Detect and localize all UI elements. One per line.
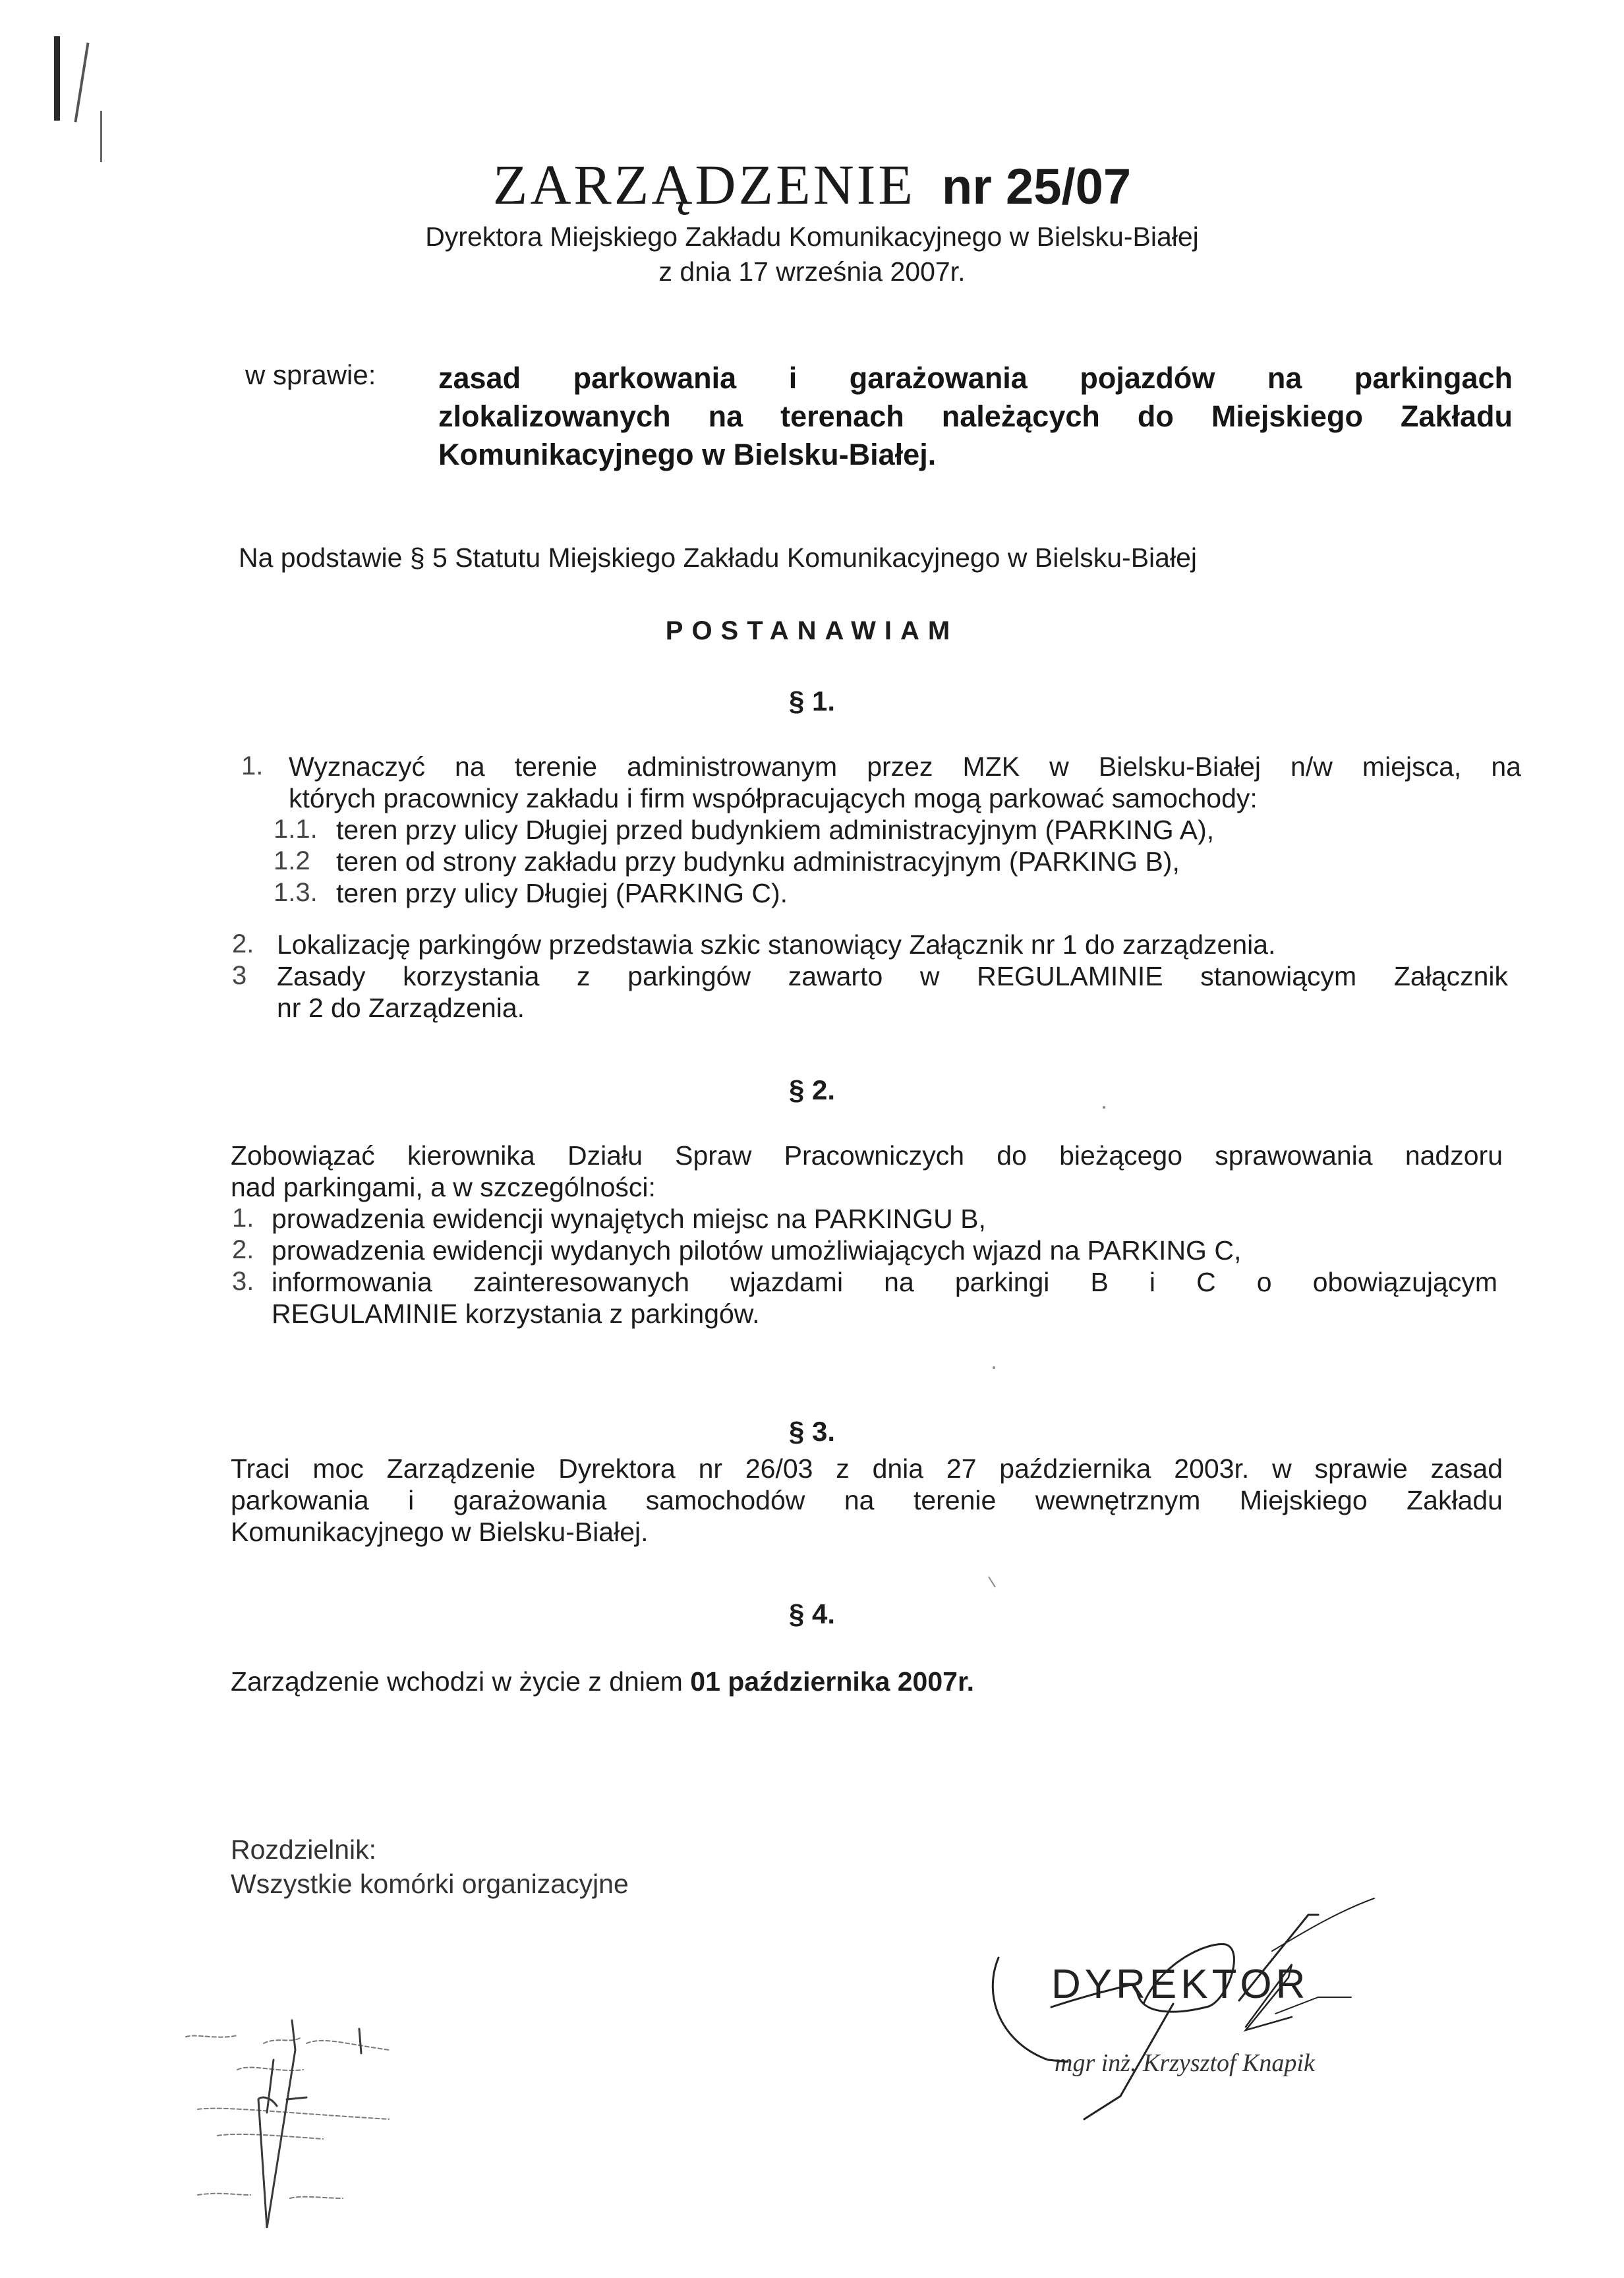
director-signature [993,1898,1374,2119]
section-4-date: 01 października 2007r. [690,1666,975,1697]
legal-basis: Na podstawie § 5 Statutu Miejskiego Zakładu Komunikacyjnego w Bielsku-Białej [239,542,1197,573]
distribution-value: Wszystkie komórki organizacyjne [231,1869,629,1899]
title-word: ZARZĄDZENIE [492,153,915,216]
item-line: prowadzenia ewidencji wydanych pilotów umożliwiających wjazd na PARKING C, [272,1235,1242,1266]
issuer-line: Dyrektora Miejskiego Zakładu Komunikacyjnego w Bielsku-Białej [425,221,1199,252]
speck [993,1366,995,1369]
subitem-number: 1.2 [274,846,310,875]
item-line: Lokalizację parkingów przedstawia szkic stanowiący Załącznik nr 1 do zarządzenia. [277,929,1276,960]
section-2-intro: Zobowiązać kierownika Działu Spraw Pracowniczych do bieżącego sprawowania nadzoru [231,1140,1503,1171]
item-line: których pracownicy zakładu i firm współpracujących mogą parkować samochody: [289,783,1258,813]
speck [1103,1106,1105,1109]
note-line [306,2041,389,2050]
section-mark-3: § 3. [788,1416,836,1447]
note-line [290,2197,343,2198]
subitem-text: teren od strony zakładu przy budynku administracyjnym (PARKING B), [336,846,1180,877]
signature-curve [1137,1944,1234,2012]
section-3-line: parkowania i garażowania samochodów na terenie wewnętrznym Miejskiego Zakładu [231,1485,1503,1515]
signature-loop [993,1958,1068,2062]
item-number: 2. [232,929,254,958]
subject-line: zasad parkowania i garażowania pojazdów na parkingach [438,361,1513,395]
item-line: informowania zainteresowanych wjazdami na parkingi B i C o obowiązującym [272,1267,1497,1297]
item-line: REGULAMINIE korzystania z parkingów. [272,1299,760,1329]
section-4-plain: Zarządzenie wchodzi w życie z dniem [231,1666,691,1697]
section-mark-2: § 2. [788,1074,836,1105]
signature-top [1272,1898,1374,1951]
speck [989,1577,995,1587]
subject-line: Komunikacyjnego w Bielsku-Białej. [438,438,937,471]
initials-stroke [258,2020,295,2228]
section-2-intro: nad parkingami, a w szczególności: [231,1172,656,1202]
decision-word: POSTANAWIAM [665,616,959,645]
item-number: 3. [232,1267,254,1296]
subitem-number: 1.3. [274,878,318,907]
item-line: nr 2 do Zarządzenia. [277,993,525,1023]
stamp-title: DYREKTOR [1051,1962,1310,2007]
item-line: prowadzenia ewidencji wynajętych miejsc na PARKINGU B, [272,1204,986,1234]
initials-stroke [267,2060,274,2113]
item-number: 1. [241,751,264,780]
subitem-text: teren przy ulicy Długiej przed budynkiem administracyjnym (PARKING A), [336,815,1215,845]
section-mark-1: § 1. [788,686,836,716]
signature-hook [1239,1915,1318,2001]
note-line [218,2134,323,2139]
signature-stroke [1051,1984,1134,2007]
subject-line: zlokalizowanych na terenach należących do Miejskiego Zakładu [438,399,1513,433]
note-line [198,2194,250,2195]
section-mark-4: § 4. [788,1598,836,1629]
signature-downstroke [1084,2004,1173,2119]
item-line: Zasady korzystania z parkingów zawarto w REGULAMINIE stanowiącym Załącznik [277,961,1508,991]
scan-specks [989,1106,1105,1587]
stamp-name: mgr inż. Krzysztof Knapik [1055,2049,1315,2077]
note-line [186,2035,237,2037]
item-number: 1. [232,1204,254,1233]
note-line [198,2109,389,2119]
date-line: z dnia 17 września 2007r. [658,256,966,287]
initials-stroke [287,2097,306,2099]
subject-label: w sprawie: [245,359,376,390]
distribution-label: Rozdzielnik: [231,1834,377,1865]
section-3-line: Traci moc Zarządzenie Dyrektora nr 26/03 z dnia 27 października 2003r. w sprawie zasad [231,1453,1503,1484]
title-number: nr 25/07 [941,159,1132,215]
item-number: 3 [232,961,247,990]
signature-zigzag [1246,1964,1292,2030]
handwritten-note [186,2035,389,2198]
subitem-number: 1.1. [274,815,318,844]
section-3-line: Komunikacyjnego w Bielsku-Białej. [231,1517,649,1547]
initials-stroke [359,2029,361,2053]
item-number: 2. [232,1235,254,1264]
subitem-text: teren przy ulicy Długiej (PARKING C). [336,878,788,908]
item-line: Wyznaczyć na terenie administrowanym przez MZK w Bielsku-Białej n/w miejsca, na [289,751,1521,782]
signature-tail [1275,1997,1351,2014]
